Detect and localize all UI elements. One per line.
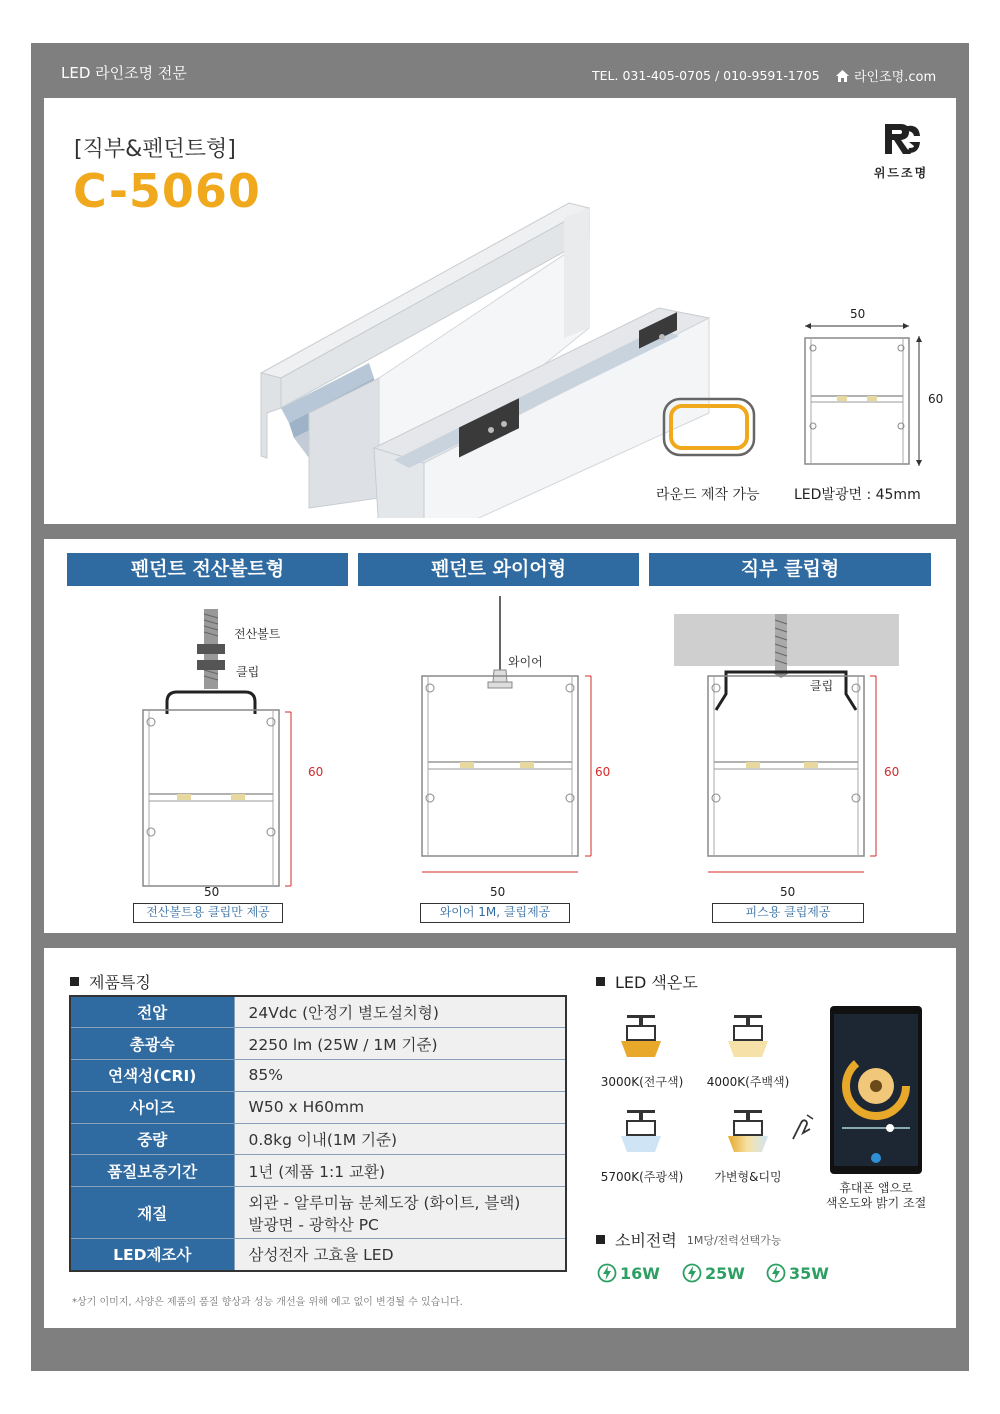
clip-label-1: 클립 [236,665,260,679]
lamp-3000k-icon [619,1013,663,1059]
note-1: 전산볼트용 클립만 제공 [133,903,283,923]
led-caption: LED발광면 : 45mm [794,487,921,503]
bolt-pendant-diagram [119,604,319,894]
table-row: LED제조사 삼성전자 고효율 LED [70,1239,566,1271]
bolt-circle-icon [597,1263,617,1283]
label-tunable: 가변형&디밍 [714,1170,782,1184]
power-option-16w: 16W [597,1263,660,1283]
brand-title: LED 라인조명 전문 [61,64,187,82]
width-label-2: 50 [490,885,506,899]
site-url: 라인조명.com [854,70,937,85]
power-subtitle: 1M당/전력선택가능 [686,1233,782,1247]
table-row: 전압 24Vdc (안정기 별도설치형) [70,996,566,1028]
app-caption-1: 휴대폰 앱으로 [839,1181,913,1195]
hand-swipe-icon [789,1113,815,1143]
bullet-square-icon [596,977,605,986]
table-row: 연색성(CRI) 85% [70,1060,566,1092]
table-row: 품질보증기간 1년 (제품 1:1 교환) [70,1155,566,1187]
round-caption: 라운드 제작 가능 [656,487,760,503]
home-icon [835,69,850,83]
app-caption-2: 색온도와 밝기 조절 [825,1196,927,1210]
features-heading: 제품특징 [70,970,151,993]
bolt-circle-icon [682,1263,702,1283]
tab-clip-surface: 직부 클립형 [649,553,931,586]
height-label-3: 60 [884,765,900,779]
logo-text: 위드조명 [873,166,929,180]
label-3000k: 3000K(전구색) [600,1075,684,1089]
table-row: 재질 외관 - 알루미늄 분체도장 (화이트, 블랙) 발광면 - 광학산 PC [70,1187,566,1239]
tab-wire-pendant: 펜던트 와이어형 [358,553,639,586]
table-row: 중량 0.8kg 이내(1M 기준) [70,1123,566,1155]
lamp-5700k-icon [619,1108,663,1154]
bullet-square-icon [596,1235,605,1244]
bolt-label: 전산볼트 [234,627,281,641]
width-label-3: 50 [780,885,796,899]
bolt-circle-icon [766,1263,786,1283]
lamp-4000k-icon [726,1013,770,1059]
wire-label: 와이어 [508,655,543,669]
table-row: 총광속 2250 lm (25W / 1M 기준) [70,1028,566,1060]
wire-pendant-diagram [408,594,611,894]
height-label-2: 60 [595,765,611,779]
lamp-tunable-icon [726,1108,770,1154]
label-5700k: 5700K(주광색) [600,1170,684,1184]
dim-width-label: 50 [850,307,866,321]
footnote: *상기 이미지, 사양은 제품의 품질 향상과 성능 개선을 위해 예고 없이 변경될 수 있습니다. [72,1297,463,1308]
table-row: 사이즈 W50 x H60mm [70,1091,566,1123]
top-bar [31,43,969,97]
height-label-1: 60 [308,765,324,779]
product-image [259,198,729,518]
clip-surface-diagram [674,614,914,899]
installation-panel [44,539,956,933]
product-panel [44,98,956,524]
model-name: C-5060 [73,164,261,218]
logo-mark-icon [879,120,923,158]
power-heading: 소비전력 1M당/전력선택가능 [596,1228,781,1251]
note-2: 와이어 1M, 클립제공 [420,903,570,923]
tab-bolt-pendant: 펜던트 전산볼트형 [67,553,348,586]
label-4000k: 4000K(주백색) [706,1075,790,1089]
round-profile-image [661,396,757,458]
company-logo [866,120,936,181]
color-temp-heading: LED 색온도 [596,970,698,993]
power-option-25w: 25W [682,1263,745,1283]
spec-table [69,995,567,1272]
note-3: 피스용 클립제공 [712,903,864,923]
bullet-square-icon [70,977,79,986]
profile-dimension-drawing [799,308,949,473]
site-link[interactable] [835,66,936,85]
features-panel [44,948,956,1328]
phone-number: TEL. 031-405-0705 / 010-9591-1705 [592,68,820,83]
power-option-35w: 35W [766,1263,829,1283]
phone-app-image [830,1006,922,1174]
product-type: [직부&펜던트형] [74,137,236,162]
page-frame [31,43,969,1371]
width-label-1: 50 [204,885,220,899]
clip-label-3: 클립 [810,679,834,693]
dim-height-label: 60 [928,392,944,406]
